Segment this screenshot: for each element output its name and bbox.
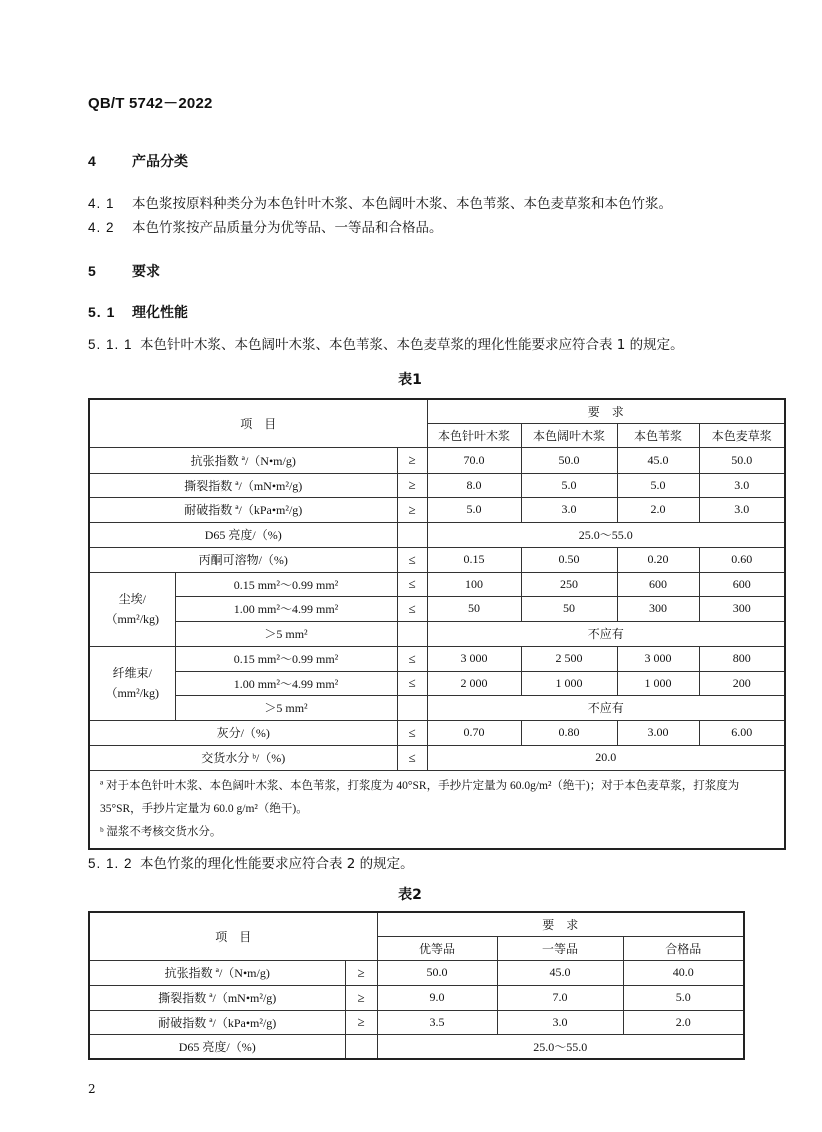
cell-value: 40.0 xyxy=(623,960,744,985)
table-row xyxy=(89,1034,744,1059)
relation-symbol: ≤ xyxy=(397,720,427,745)
cell-value: 5.0 xyxy=(521,473,617,497)
table2 xyxy=(88,911,745,1060)
table-row xyxy=(89,572,785,596)
table1-req-header: 要 求 xyxy=(427,399,785,423)
cell-value: 9.0 xyxy=(377,985,497,1010)
cell-value: 3.0 xyxy=(497,1010,623,1034)
table-row xyxy=(89,1010,744,1034)
cell-value: 8.0 xyxy=(427,473,521,497)
row-label: 抗张指数 ª/（N•m/g) xyxy=(89,447,397,473)
table2-caption: 表2 xyxy=(398,887,422,903)
cell-value: 50 xyxy=(521,596,617,621)
cell-value: 5.0 xyxy=(623,985,744,1010)
standard-number: QB/T 5742－2022 xyxy=(88,95,213,112)
table-row xyxy=(89,960,744,985)
cell-value: 3.5 xyxy=(377,1010,497,1034)
relation-symbol: ≤ xyxy=(397,646,427,671)
cell-value: 50.0 xyxy=(377,960,497,985)
page-number: 2 xyxy=(88,1082,96,1096)
cell-value: 1 000 xyxy=(617,671,699,695)
relation-symbol xyxy=(345,1034,377,1059)
cell-value: 0.60 xyxy=(699,547,785,572)
row-label: 抗张指数 ª/（N•m/g) xyxy=(89,960,345,985)
row-label: 耐破指数 ª/（kPa•m²/g) xyxy=(89,1010,345,1034)
relation-symbol xyxy=(397,695,427,720)
cell-value: 3 000 xyxy=(617,646,699,671)
relation-symbol: ≥ xyxy=(397,447,427,473)
row-label: ＞5 mm² xyxy=(175,621,397,646)
cell-value: 50.0 xyxy=(699,447,785,473)
row-label: 0.15 mm²～0.99 mm² xyxy=(175,572,397,596)
table-row xyxy=(89,497,785,522)
cell-value: 0.80 xyxy=(521,720,617,745)
cell-value: 2 500 xyxy=(521,646,617,671)
cell-value: 2.0 xyxy=(617,497,699,522)
cell-value: 50.0 xyxy=(521,447,617,473)
cell-value: 300 xyxy=(699,596,785,621)
table1-notes xyxy=(89,770,785,849)
table1-item-header: 项 目 xyxy=(89,399,427,447)
table1-caption: 表1 xyxy=(398,372,422,388)
table2-col-header: 优等品 xyxy=(377,936,497,960)
cell-value: 5.0 xyxy=(427,497,521,522)
relation-symbol: ≥ xyxy=(345,985,377,1010)
relation-symbol: ≤ xyxy=(397,596,427,621)
cell-value: 6.00 xyxy=(699,720,785,745)
cell-value: 7.0 xyxy=(497,985,623,1010)
relation-symbol xyxy=(397,522,427,547)
table-row xyxy=(89,596,785,621)
row-label: 耐破指数 ª/（kPa•m²/g) xyxy=(89,497,397,522)
section-4-heading: 4 产品分类 xyxy=(88,153,188,170)
cell-value: 0.70 xyxy=(427,720,521,745)
table1 xyxy=(88,398,786,850)
cell-value: 100 xyxy=(427,572,521,596)
cell-value: 3.00 xyxy=(617,720,699,745)
clause-4-1: 4. 1 本色浆按原料种类分为本色针叶木浆、本色阔叶木浆、本色苇浆、本色麦草浆和本色竹浆。 xyxy=(88,196,672,212)
cell-merged-value: 20.0 xyxy=(427,745,785,770)
dust-group-label: 尘埃/ （mm²/kg) xyxy=(89,572,175,646)
relation-symbol: ≤ xyxy=(397,745,427,770)
relation-symbol: ≥ xyxy=(397,473,427,497)
cell-value: 2.0 xyxy=(623,1010,744,1034)
table1-col-header: 本色麦草浆 xyxy=(699,423,785,447)
row-label: 1.00 mm²～4.99 mm² xyxy=(175,671,397,695)
table-row xyxy=(89,473,785,497)
table2-col-header: 一等品 xyxy=(497,936,623,960)
table-row xyxy=(89,522,785,547)
clause-5-1-2: 5. 1. 2 本色竹浆的理化性能要求应符合表 2 的规定。 xyxy=(88,856,414,872)
relation-symbol: ≤ xyxy=(397,572,427,596)
cell-value: 0.50 xyxy=(521,547,617,572)
relation-symbol: ≤ xyxy=(397,671,427,695)
cell-value: 0.15 xyxy=(427,547,521,572)
table2-col-header: 合格品 xyxy=(623,936,744,960)
cell-value: 600 xyxy=(699,572,785,596)
section-5-1-heading: 5. 1 理化性能 xyxy=(88,304,188,321)
table1-note-b: ᵇ 湿浆不考核交货水分。 xyxy=(100,825,222,838)
table-row xyxy=(89,547,785,572)
cell-merged-value: 25.0～55.0 xyxy=(377,1034,744,1059)
row-label: 1.00 mm²～4.99 mm² xyxy=(175,596,397,621)
row-label: 0.15 mm²～0.99 mm² xyxy=(175,646,397,671)
cell-value: 200 xyxy=(699,671,785,695)
cell-value: 50 xyxy=(427,596,521,621)
cell-value: 5.0 xyxy=(617,473,699,497)
cell-value: 3.0 xyxy=(699,473,785,497)
row-label: 丙酮可溶物/（%) xyxy=(89,547,397,572)
relation-symbol: ≥ xyxy=(397,497,427,522)
cell-value: 250 xyxy=(521,572,617,596)
cell-value: 70.0 xyxy=(427,447,521,473)
cell-value: 45.0 xyxy=(497,960,623,985)
cell-value: 800 xyxy=(699,646,785,671)
row-label: ＞5 mm² xyxy=(175,695,397,720)
table-row xyxy=(89,985,744,1010)
table2-item-header: 项 目 xyxy=(89,912,377,960)
relation-symbol: ≥ xyxy=(345,1010,377,1034)
table-notes-row xyxy=(89,770,785,849)
cell-value: 0.20 xyxy=(617,547,699,572)
cell-value: 2 000 xyxy=(427,671,521,695)
table1-col-header: 本色苇浆 xyxy=(617,423,699,447)
table-row xyxy=(89,745,785,770)
row-label: 灰分/（%) xyxy=(89,720,397,745)
fiber-group-label: 纤维束/ （mm²/kg) xyxy=(89,646,175,720)
table-row xyxy=(89,671,785,695)
clause-4-2: 4. 2 本色竹浆按产品质量分为优等品、一等品和合格品。 xyxy=(88,220,443,236)
table-row xyxy=(89,646,785,671)
cell-value: 3 000 xyxy=(427,646,521,671)
cell-value: 45.0 xyxy=(617,447,699,473)
row-label: D65 亮度/（%) xyxy=(89,522,397,547)
cell-value: 1 000 xyxy=(521,671,617,695)
cell-value: 3.0 xyxy=(521,497,617,522)
section-5-heading: 5 要求 xyxy=(88,263,160,280)
relation-symbol: ≥ xyxy=(345,960,377,985)
table-row xyxy=(89,447,785,473)
cell-merged-value: 25.0～55.0 xyxy=(427,522,785,547)
row-label: 交货水分 ᵇ/（%) xyxy=(89,745,397,770)
relation-symbol xyxy=(397,621,427,646)
row-label: 撕裂指数 ª/（mN•m²/g) xyxy=(89,473,397,497)
cell-merged-value: 不应有 xyxy=(427,695,785,720)
row-label: 撕裂指数 ª/（mN•m²/g) xyxy=(89,985,345,1010)
table1-col-header: 本色针叶木浆 xyxy=(427,423,521,447)
table1-note-a: ª 对于本色针叶木浆、本色阔叶木浆、本色苇浆，打浆度为 40°SR，手抄片定量为 60.0g/m²（绝干)；对于本色麦草浆，打浆度为 35°SR，手抄片定量为 60.0 g/m²（绝干)。 xyxy=(100,779,740,815)
table-row xyxy=(89,720,785,745)
table2-req-header: 要 求 xyxy=(377,912,744,936)
clause-5-1-1: 5. 1. 1 本色针叶木浆、本色阔叶木浆、本色苇浆、本色麦草浆的理化性能要求应符合表 1 的规定。 xyxy=(88,337,684,353)
cell-value: 300 xyxy=(617,596,699,621)
table-row xyxy=(89,621,785,646)
cell-merged-value: 不应有 xyxy=(427,621,785,646)
cell-value: 3.0 xyxy=(699,497,785,522)
table1-col-header: 本色阔叶木浆 xyxy=(521,423,617,447)
cell-value: 600 xyxy=(617,572,699,596)
relation-symbol: ≤ xyxy=(397,547,427,572)
table-row xyxy=(89,695,785,720)
row-label: D65 亮度/（%) xyxy=(89,1034,345,1059)
